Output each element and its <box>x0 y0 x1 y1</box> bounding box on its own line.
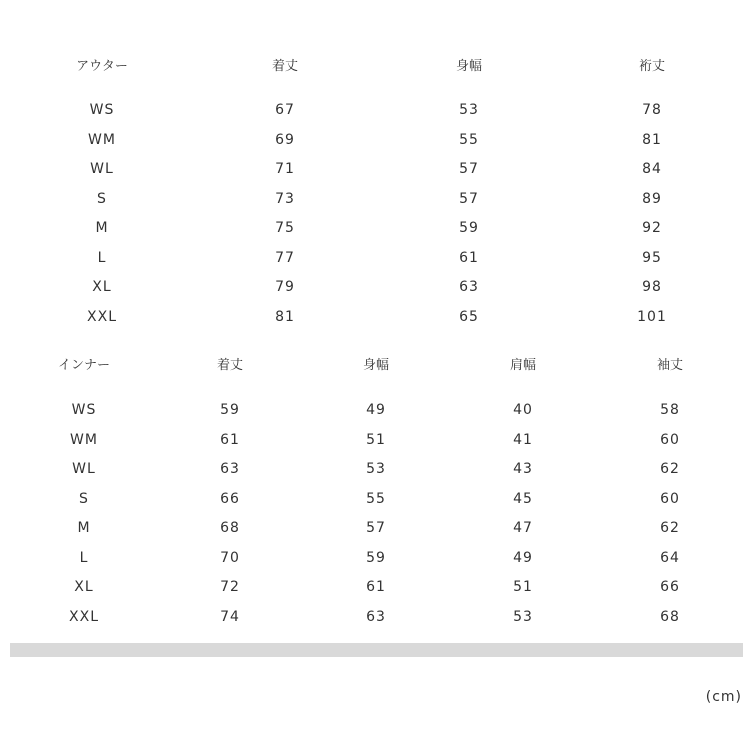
unit-note: (cm) <box>705 689 742 705</box>
sleeve-value: 89 <box>642 190 662 207</box>
length-value: 70 <box>220 549 240 566</box>
size-label: S <box>97 190 107 207</box>
length-value: 79 <box>275 279 295 295</box>
length-value: 72 <box>220 579 240 595</box>
table-row <box>0 459 750 479</box>
size-label: WM <box>70 431 98 448</box>
outer-header-sleeve: 裄丈 <box>638 59 666 74</box>
table-row <box>0 277 750 297</box>
shoulder-value: 45 <box>513 490 533 507</box>
size-label: L <box>97 249 107 266</box>
sleeve-value: 64 <box>660 549 680 566</box>
size-label: WS <box>89 102 115 118</box>
length-value: 81 <box>275 308 295 325</box>
table-row <box>0 189 750 209</box>
table-row <box>0 518 750 538</box>
size-label: L <box>79 549 89 566</box>
width-value: 61 <box>366 579 386 595</box>
length-value: 71 <box>275 161 295 177</box>
size-label: WM <box>88 131 116 148</box>
width-value: 57 <box>366 520 386 536</box>
inner-header-shoulder: 肩幅 <box>509 358 537 373</box>
outer-header-row <box>0 57 750 77</box>
length-value: 66 <box>220 490 240 507</box>
size-label: WL <box>72 461 96 477</box>
width-value: 49 <box>366 402 386 418</box>
length-value: 59 <box>220 402 240 418</box>
shoulder-value: 41 <box>513 431 533 448</box>
table-row <box>0 159 750 179</box>
width-value: 65 <box>459 308 479 325</box>
sleeve-value: 62 <box>660 520 680 536</box>
sleeve-value: 68 <box>660 608 680 625</box>
inner-header-width: 身幅 <box>362 358 390 373</box>
length-value: 75 <box>275 220 295 236</box>
inner-header-category: インナー <box>57 358 111 373</box>
table-row <box>0 548 750 568</box>
length-value: 69 <box>275 131 295 148</box>
sleeve-value: 60 <box>660 490 680 507</box>
length-value: 68 <box>220 520 240 536</box>
width-value: 61 <box>459 249 479 266</box>
shoulder-value: 47 <box>513 520 533 536</box>
width-value: 55 <box>459 131 479 148</box>
table-row <box>0 248 750 268</box>
inner-header-sleeve: 袖丈 <box>656 358 684 373</box>
inner-header-length: 着丈 <box>216 358 244 373</box>
length-value: 73 <box>275 190 295 207</box>
size-label: WS <box>71 402 97 418</box>
width-value: 59 <box>459 220 479 236</box>
table-row <box>0 400 750 420</box>
sleeve-value: 60 <box>660 431 680 448</box>
width-value: 53 <box>459 102 479 118</box>
width-value: 55 <box>366 490 386 507</box>
shoulder-value: 43 <box>513 461 533 477</box>
shoulder-value: 51 <box>513 579 533 595</box>
sleeve-value: 101 <box>637 308 667 325</box>
width-value: 59 <box>366 549 386 566</box>
size-label: M <box>77 520 91 536</box>
sleeve-value: 58 <box>660 402 680 418</box>
size-label: XXL <box>69 608 99 625</box>
inner-header-row <box>0 356 750 376</box>
length-value: 61 <box>220 431 240 448</box>
size-label: S <box>79 490 89 507</box>
length-value: 77 <box>275 249 295 266</box>
sleeve-value: 78 <box>642 102 662 118</box>
size-label: WL <box>90 161 114 177</box>
length-value: 63 <box>220 461 240 477</box>
shoulder-value: 53 <box>513 608 533 625</box>
table-row <box>0 607 750 627</box>
size-label: M <box>95 220 109 236</box>
width-value: 53 <box>366 461 386 477</box>
sleeve-value: 98 <box>642 279 662 295</box>
outer-header-category: アウター <box>76 59 128 74</box>
table-row <box>0 218 750 238</box>
width-value: 57 <box>459 161 479 177</box>
shoulder-value: 49 <box>513 549 533 566</box>
width-value: 63 <box>459 279 479 295</box>
sleeve-value: 92 <box>642 220 662 236</box>
outer-header-length: 着丈 <box>271 59 299 74</box>
divider-bar <box>10 643 743 657</box>
width-value: 57 <box>459 190 479 207</box>
table-row <box>0 130 750 150</box>
table-row <box>0 489 750 509</box>
shoulder-value: 40 <box>513 402 533 418</box>
table-row <box>0 577 750 597</box>
outer-header-width: 身幅 <box>455 59 483 74</box>
size-label: XL <box>74 579 94 595</box>
width-value: 51 <box>366 431 386 448</box>
size-label: XL <box>92 279 112 295</box>
table-row <box>0 430 750 450</box>
sleeve-value: 95 <box>642 249 662 266</box>
table-row <box>0 100 750 120</box>
sleeve-value: 81 <box>642 131 662 148</box>
sleeve-value: 84 <box>642 161 662 177</box>
sleeve-value: 62 <box>660 461 680 477</box>
size-label: XXL <box>87 308 117 325</box>
length-value: 74 <box>220 608 240 625</box>
sleeve-value: 66 <box>660 579 680 595</box>
length-value: 67 <box>275 102 295 118</box>
table-row <box>0 307 750 327</box>
width-value: 63 <box>366 608 386 625</box>
